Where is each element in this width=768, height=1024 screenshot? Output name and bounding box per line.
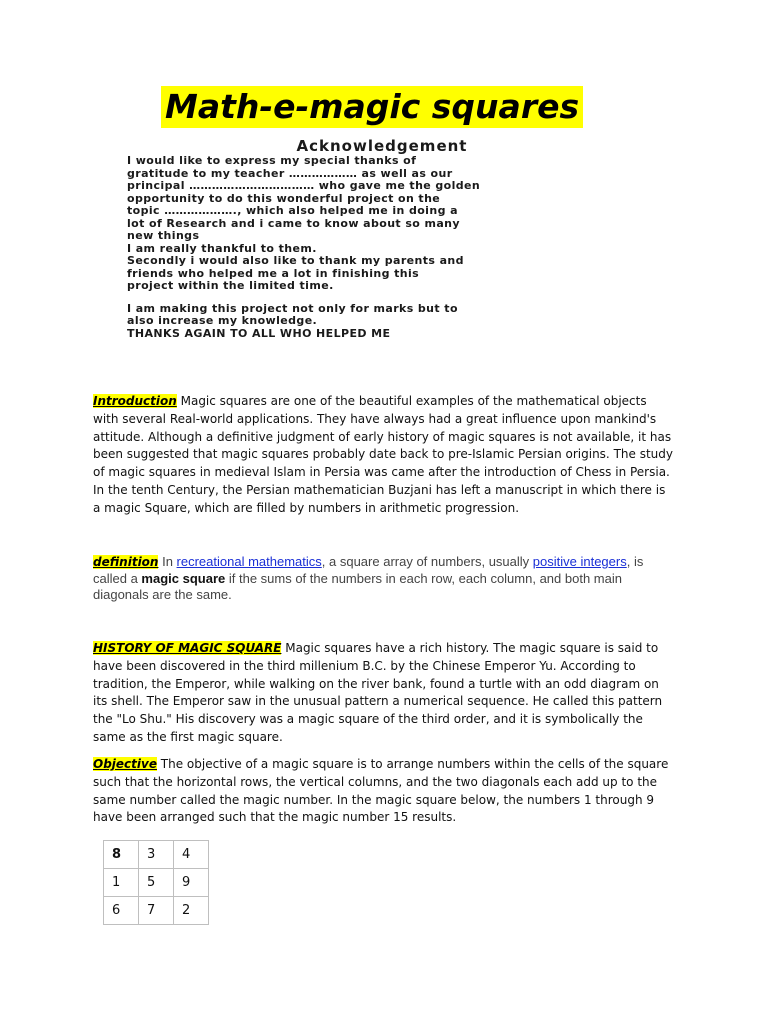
acknowledgement-line: topic ………………., which also helped me in doing a <box>127 204 458 217</box>
definition-paragraph <box>93 554 673 604</box>
acknowledgement-line: friends who helped me a lot in finishing this <box>127 266 420 280</box>
table-cell: 4 <box>174 841 209 869</box>
table-cell: 7 <box>139 897 174 925</box>
definition-text-4: if the sums of the numbers in each row, each column, and both main diagonals are the same. <box>93 570 622 602</box>
acknowledgement-closing-line: THANKS AGAIN TO ALL WHO HELPED ME <box>127 326 391 340</box>
definition-text-2: , a square array of numbers, usually <box>321 554 533 569</box>
acknowledgement-closing-line: also increase my knowledge. <box>127 314 318 327</box>
table-cell: 2 <box>174 897 209 925</box>
definition-label: definition <box>93 555 159 569</box>
table-cell: 6 <box>104 897 139 925</box>
table-cell: 9 <box>174 869 209 897</box>
table-row <box>104 841 209 869</box>
acknowledgement-line: Secondly i would also like to thank my parents and <box>127 254 464 267</box>
table-cell: 5 <box>139 869 174 897</box>
table-cell: 8 <box>104 841 139 869</box>
acknowledgement-line: lot of Research and i came to know about so many <box>127 216 460 230</box>
introduction-text: Magic squares are one of the beautiful examples of the mathematical objects with several Real-world applications. They have always had a great influence upon mankind's attitude. Although a definitive judgment of early history of magic squares is not available, it has been suggested that magic squares probably date back to pre-Islamic Persian origins. The study of magic squares in medieval Islam in Persia was came after the introduction of Chess in Persia. In the tenth Century, the Persian mathematician Buzjani has left a manuscript in which there is a magic Square, which are filled by numbers in arithmetic progression. <box>93 394 673 515</box>
table-cell: 1 <box>104 869 139 897</box>
introduction-label: Introduction <box>93 394 177 408</box>
acknowledgement-line: gratitude to my teacher ……………… as well as our <box>127 166 453 180</box>
page-title: Math-e-magic squares <box>161 86 583 128</box>
acknowledgement-heading: Acknowledgement <box>296 137 468 155</box>
history-label: HISTORY OF MAGIC SQUARE <box>93 641 282 655</box>
history-paragraph <box>93 640 673 747</box>
objective-label: Objective <box>93 757 157 771</box>
objective-text: The objective of a magic square is to arrange numbers within the cells of the square such that the horizontal rows, the vertical columns, and the two diagonals each add up to the same number called the magic number. In the magic square below, the numbers 1 through 9 have been arranged such that the magic number 15 results. <box>93 757 669 825</box>
table-row <box>104 897 209 925</box>
definition-text-1: In <box>158 554 177 569</box>
acknowledgement-line: opportunity to do this wonderful project on the <box>127 191 441 205</box>
recreational-mathematics-link[interactable]: recreational mathematics <box>176 554 322 569</box>
acknowledgement-line: I would like to express my special thanks of <box>127 154 417 167</box>
magic-square-term: magic square <box>141 570 226 586</box>
definition-text-3: , is called a <box>93 554 644 586</box>
acknowledgement-line: new things <box>127 229 200 242</box>
acknowledgement-image <box>127 138 637 340</box>
table-cell: 3 <box>139 841 174 869</box>
magic-square-table <box>103 840 209 925</box>
objective-paragraph <box>93 756 673 827</box>
acknowledgement-line: project within the limited time. <box>127 279 334 292</box>
acknowledgement-line: principal …………………………… who gave me the golden <box>127 179 481 192</box>
acknowledgement-spacer <box>127 293 637 303</box>
acknowledgement-closing-line: I am making this project not only for marks but to <box>127 301 458 315</box>
introduction-paragraph <box>93 393 673 518</box>
history-text: Magic squares have a rich history. The magic square is said to have been discovered in the third millenium B.C. by the Chinese Emperor Yu. According to tradition, the Emperor, while walking on the river bank, found a turtle with an odd diagram on its shell. The Emperor saw in the unusual pattern a numerical sequence. He called this pattern the "Lo Shu." His discovery was a magic square of the third order, and it is symbolically the same as the first magic square. <box>93 641 663 744</box>
table-row <box>104 869 209 897</box>
acknowledgement-line: I am really thankful to them. <box>127 241 317 255</box>
positive-integers-link[interactable]: positive integers <box>532 554 627 569</box>
